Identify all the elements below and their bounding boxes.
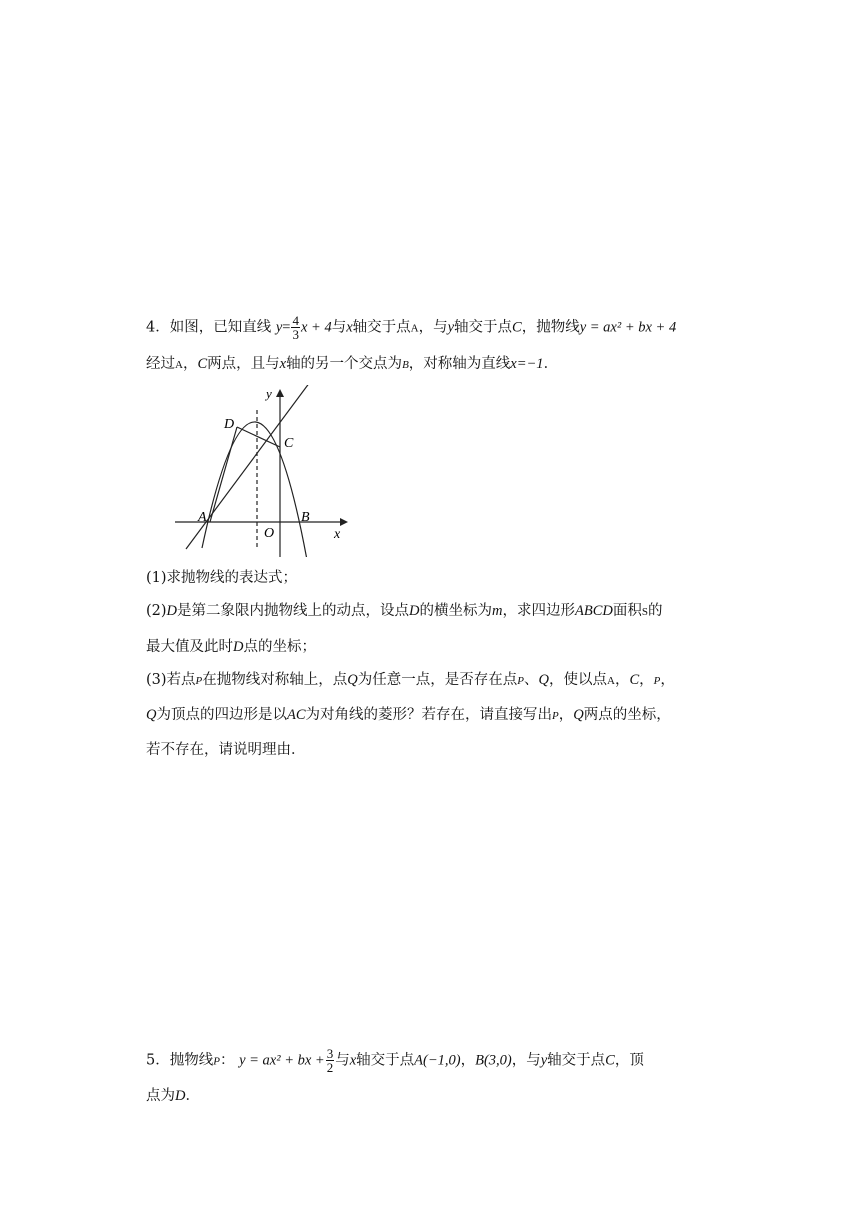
label-a: A bbox=[198, 510, 207, 525]
problem5-line2: 点为D． bbox=[146, 1088, 200, 1104]
fraction: $\frac{3}{2}$ bbox=[326, 1046, 334, 1075]
problem-number: 4． bbox=[146, 319, 170, 336]
parabola-figure bbox=[170, 385, 360, 557]
question-3-line3: 若不存在，请说明理由． bbox=[146, 742, 306, 758]
label-c: C bbox=[284, 436, 294, 451]
x-axis-arrow bbox=[340, 518, 348, 526]
problem4-line2: 经过A，C两点，且与x轴的另一个交点为B，对称轴为直线x=−1． bbox=[146, 356, 559, 372]
label-y: y bbox=[266, 386, 272, 401]
problem-number: 5． bbox=[146, 1052, 170, 1069]
label-d: D bbox=[224, 417, 235, 432]
question-3-line1: (3)若点P在抛物线对称轴上，点Q为任意一点，是否存在点P、Q，使以点A，C，P， bbox=[146, 672, 675, 688]
segment-dc bbox=[237, 427, 280, 447]
fraction: $\frac{4}{3}$ bbox=[292, 313, 299, 342]
parabola-equation: y = ax² + bx + 4 bbox=[579, 319, 677, 336]
question-3-line2: Q为顶点的四边形是以AC为对角线的菱形？若存在，请直接写出P，Q两点的坐标， bbox=[146, 707, 671, 723]
problem4-line1: 4．如图，已知直线 y= $\frac{4}{3}$ x + 4与x轴交于点A，与y轴交于点C，抛物线y = ax² + bx + 4 bbox=[146, 313, 677, 342]
axis-of-symmetry: x=−1 bbox=[510, 356, 544, 372]
problem5-line1: 5．抛物线P： y = ax² + bx + $\frac{3}{2}$ 与x轴交于点A(−1,0)，B(3,0)，与y轴交于点C，顶 bbox=[146, 1046, 644, 1075]
question-2-line1: (2)D是第二象限内抛物线上的动点，设点D的横坐标为m，求四边形ABCD面积S的 bbox=[146, 603, 663, 619]
label-b: B bbox=[301, 510, 310, 525]
y-axis-arrow bbox=[276, 389, 284, 397]
label-x: x bbox=[334, 527, 341, 542]
label-o: O bbox=[264, 526, 275, 541]
segment-ad bbox=[210, 427, 237, 522]
question-2-line2: 最大值及此时D点的坐标； bbox=[146, 639, 316, 655]
question-1: (1)求抛物线的表达式； bbox=[146, 570, 298, 586]
